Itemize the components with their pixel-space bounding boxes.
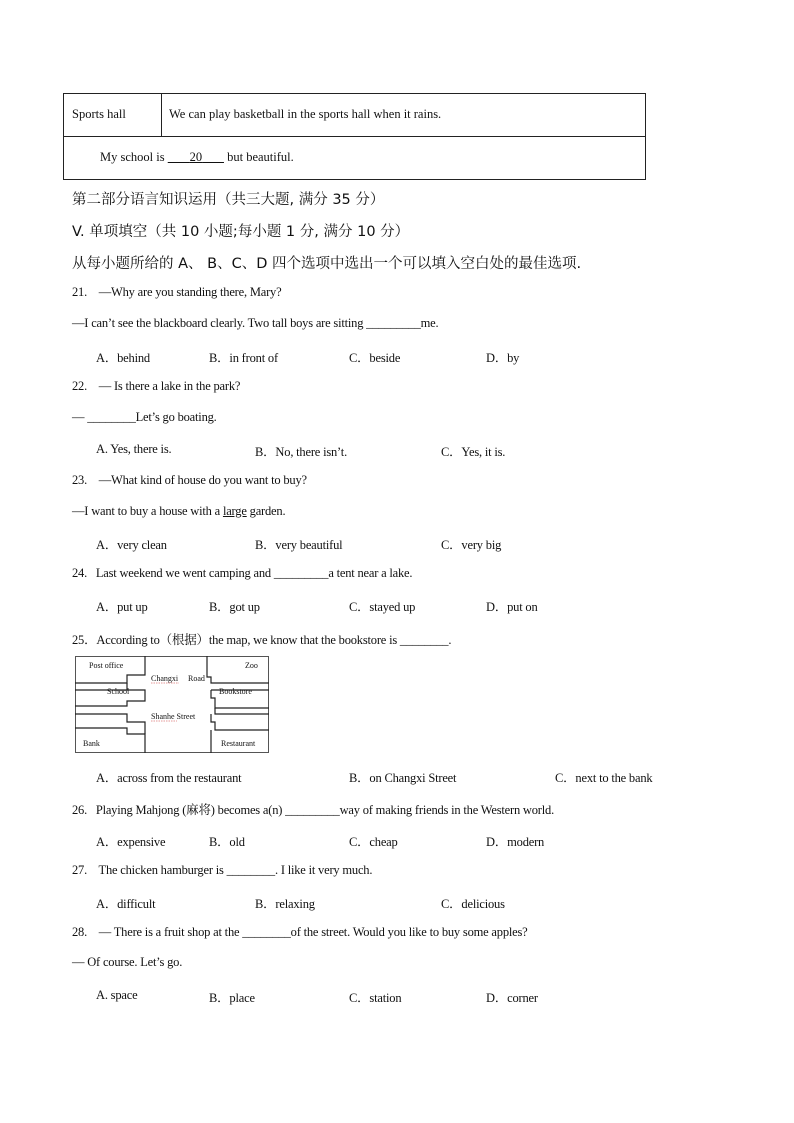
map-label-post-office: Post office — [89, 661, 124, 670]
option[interactable]: A．expensive — [96, 835, 166, 849]
map-label-school: School — [107, 687, 130, 696]
option[interactable]: B．relaxing — [255, 897, 315, 911]
street-map — [75, 656, 269, 753]
option[interactable]: D．put on — [486, 600, 538, 614]
question-number: 24. — [72, 566, 88, 580]
option[interactable]: B．very beautiful — [255, 538, 343, 552]
table-row — [64, 94, 645, 137]
question-stem: — Is there a lake in the park? — [98, 379, 241, 393]
option[interactable]: A．put up — [96, 600, 148, 614]
option[interactable]: A．difficult — [96, 897, 156, 911]
underlined-word: large — [222, 504, 247, 518]
facility-table — [63, 93, 646, 180]
option[interactable]: B．got up — [209, 600, 260, 614]
question-25 — [72, 630, 451, 648]
question-stem: — There is a fruit shop at the ________of the street. Would you like to buy some apples? — [98, 925, 528, 939]
option[interactable]: C．delicious — [441, 897, 505, 911]
question-stem: —Why are you standing there, Mary? — [98, 285, 282, 299]
question-number: 26. — [72, 803, 88, 817]
map-label-changxi: Changxi — [151, 674, 179, 683]
answer-blank: 20 — [189, 150, 203, 164]
question-number: 22. — [72, 379, 88, 393]
question-number: 27. — [72, 863, 88, 877]
table-row — [100, 150, 294, 165]
question-stem-line2: — Of course. Let’s go. — [72, 955, 183, 969]
option[interactable]: A．very clean — [96, 538, 167, 552]
option[interactable]: C．next to the bank — [555, 771, 653, 785]
row-label: Sports hall — [72, 107, 126, 121]
option[interactable]: B．No, there isn’t. — [255, 445, 347, 459]
question-number: 23. — [72, 473, 88, 487]
question-26 — [72, 800, 554, 818]
option[interactable]: B．in front of — [209, 351, 278, 365]
option[interactable]: A. Yes, there is. — [96, 442, 172, 456]
question-number: 21. — [72, 285, 88, 299]
map-label-bank: Bank — [83, 739, 100, 748]
option[interactable]: A. space — [96, 988, 138, 1002]
question-stem: —What kind of house do you want to buy? — [98, 473, 307, 487]
table-cell-label — [64, 94, 162, 136]
option[interactable]: C．very big — [441, 538, 502, 552]
row-description: We can play basketball in the sports hall when it rains. — [169, 107, 442, 121]
option[interactable]: C．stayed up — [349, 600, 416, 614]
option[interactable]: C．beside — [349, 351, 401, 365]
map-label-road: Road — [188, 674, 205, 683]
part-heading: 第二部分语言知识运用（共三大题, 满分 35 分） — [72, 192, 385, 208]
row-suffix: but beautiful. — [227, 150, 294, 164]
question-stem: Playing Mahjong (麻将) becomes a(n) _________way of making friends in the Western world. — [95, 803, 555, 817]
question-22 — [72, 379, 240, 394]
option[interactable]: D．corner — [486, 991, 538, 1005]
question-stem-line2: — ________Let’s go boating. — [72, 410, 217, 424]
question-27 — [72, 863, 372, 878]
question-number: 28. — [72, 925, 88, 939]
question-stem: The chicken hamburger is ________. I like it very much. — [98, 863, 373, 877]
option[interactable]: B．old — [209, 835, 245, 849]
option[interactable]: D．by — [486, 351, 520, 365]
question-stem: Last weekend we went camping and _________a tent near a lake. — [95, 566, 413, 580]
map-label-bookstore: Bookstore — [219, 687, 252, 696]
section-heading: V. 单项填空（共 10 小题;每小题 1 分, 满分 10 分） — [72, 224, 410, 240]
question-number: 25． — [72, 633, 97, 647]
question-stem-line2: —I can’t see the blackboard clearly. Two tall boys are sitting _________me. — [72, 316, 439, 330]
map-label-shanhe-street: Shanhe Street — [151, 712, 196, 721]
option[interactable]: C．Yes, it is. — [441, 445, 506, 459]
section-instruction: 从每小题所给的 A、 B、C、D 四个选项中选出一个可以填入空白处的最佳选项. — [72, 256, 582, 272]
option[interactable]: B．place — [209, 991, 255, 1005]
option[interactable]: B．on Changxi Street — [349, 771, 457, 785]
map-label-zoo: Zoo — [245, 661, 258, 670]
row-prefix: My school is — [100, 150, 165, 164]
option[interactable]: D．modern — [486, 835, 545, 849]
map-label-restaurant: Restaurant — [221, 739, 256, 748]
question-stem: According to（根据）the map, we know that the bookstore is ________. — [96, 633, 452, 647]
question-23 — [72, 473, 307, 488]
option[interactable]: A．across from the restaurant — [96, 771, 242, 785]
question-stem-line2: —I want to buy a house with a large garden. — [72, 504, 286, 518]
question-21 — [72, 285, 281, 300]
question-24 — [72, 566, 412, 581]
option[interactable]: C．cheap — [349, 835, 398, 849]
question-28 — [72, 925, 528, 940]
option[interactable]: C．station — [349, 991, 402, 1005]
option[interactable]: A．behind — [96, 351, 150, 365]
